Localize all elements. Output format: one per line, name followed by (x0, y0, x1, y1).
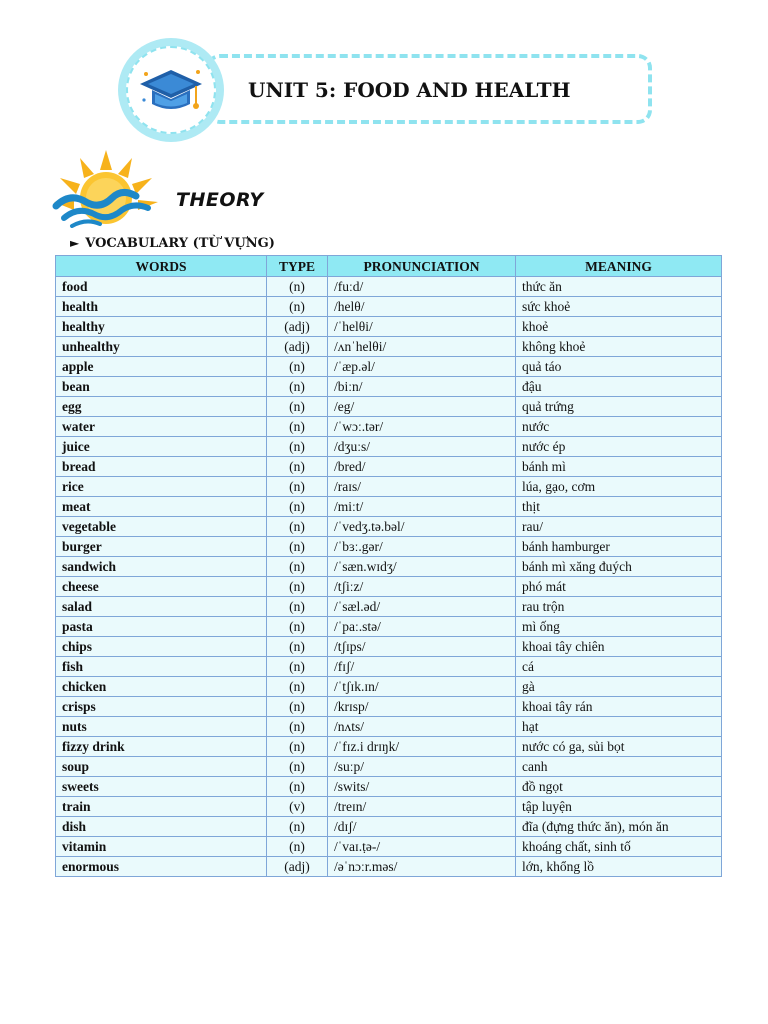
table-row (56, 817, 722, 837)
pronunciation-cell: /biːn/ (328, 377, 516, 397)
word-cell: chips (56, 637, 267, 657)
table-row (56, 557, 722, 577)
banner-circle (118, 38, 224, 142)
meaning-cell: khoáng chất, sinh tố (516, 837, 722, 857)
word-cell: bread (56, 457, 267, 477)
pronunciation-cell: /ˈæp.əl/ (328, 357, 516, 377)
header-meaning: MEANING (516, 256, 722, 277)
table-row (56, 517, 722, 537)
pronunciation-cell: /tʃɪps/ (328, 637, 516, 657)
type-cell: (n) (267, 497, 328, 517)
word-cell: unhealthy (56, 337, 267, 357)
pronunciation-cell: /ˈwɔː.tər/ (328, 417, 516, 437)
table-row (56, 797, 722, 817)
type-cell: (n) (267, 557, 328, 577)
meaning-cell: rau/ (516, 517, 722, 537)
type-cell: (n) (267, 417, 328, 437)
type-cell: (n) (267, 637, 328, 657)
type-cell: (n) (267, 397, 328, 417)
meaning-cell: bánh hamburger (516, 537, 722, 557)
type-cell: (n) (267, 777, 328, 797)
type-cell: (v) (267, 797, 328, 817)
pronunciation-cell: /miːt/ (328, 497, 516, 517)
pronunciation-cell: /tʃiːz/ (328, 577, 516, 597)
word-cell: vegetable (56, 517, 267, 537)
table-row (56, 437, 722, 457)
pronunciation-cell: /ʌnˈhelθi/ (328, 337, 516, 357)
type-cell: (n) (267, 297, 328, 317)
meaning-cell: khoai tây chiên (516, 637, 722, 657)
meaning-cell: lúa, gạo, cơm (516, 477, 722, 497)
table-row (56, 857, 722, 877)
meaning-cell: lớn, khổng lồ (516, 857, 722, 877)
pronunciation-cell: /bred/ (328, 457, 516, 477)
table-row (56, 677, 722, 697)
type-cell: (n) (267, 717, 328, 737)
pronunciation-cell: /raɪs/ (328, 477, 516, 497)
word-cell: water (56, 417, 267, 437)
word-cell: health (56, 297, 267, 317)
word-cell: sweets (56, 777, 267, 797)
table-row (56, 757, 722, 777)
meaning-cell: gà (516, 677, 722, 697)
type-cell: (n) (267, 517, 328, 537)
meaning-cell: đĩa (đựng thức ăn), món ăn (516, 817, 722, 837)
pronunciation-cell: /dɪʃ/ (328, 817, 516, 837)
table-row (56, 717, 722, 737)
meaning-cell: quả trứng (516, 397, 722, 417)
type-cell: (n) (267, 437, 328, 457)
pronunciation-cell: /ˈsæn.wɪdʒ/ (328, 557, 516, 577)
word-cell: egg (56, 397, 267, 417)
type-cell: (n) (267, 677, 328, 697)
pronunciation-cell: /ˈpaː.stə/ (328, 617, 516, 637)
vocabulary-heading (70, 236, 275, 251)
meaning-cell: cá (516, 657, 722, 677)
table-row (56, 337, 722, 357)
type-cell: (n) (267, 477, 328, 497)
type-cell: (n) (267, 277, 328, 297)
vocabulary-table (55, 255, 722, 877)
meaning-cell: nước (516, 417, 722, 437)
pronunciation-cell: /əˈnɔːr.məs/ (328, 857, 516, 877)
word-cell: fizzy drink (56, 737, 267, 757)
meaning-cell: thức ăn (516, 277, 722, 297)
word-cell: fish (56, 657, 267, 677)
type-cell: (n) (267, 757, 328, 777)
meaning-cell: không khoẻ (516, 337, 722, 357)
pronunciation-cell: /dʒuːs/ (328, 437, 516, 457)
word-cell: juice (56, 437, 267, 457)
table-row (56, 277, 722, 297)
type-cell: (n) (267, 537, 328, 557)
meaning-cell: nước ép (516, 437, 722, 457)
word-cell: dish (56, 817, 267, 837)
sun-waves-icon (50, 148, 162, 228)
table-row (56, 377, 722, 397)
meaning-cell: rau trộn (516, 597, 722, 617)
word-cell: healthy (56, 317, 267, 337)
type-cell: (n) (267, 457, 328, 477)
table-row (56, 417, 722, 437)
word-cell: nuts (56, 717, 267, 737)
table-row (56, 657, 722, 677)
header-words: WORDS (56, 256, 267, 277)
banner-circle-inner (126, 46, 216, 134)
graduation-cap-icon (128, 48, 214, 132)
table-header-row (56, 256, 722, 277)
meaning-cell: sức khoẻ (516, 297, 722, 317)
table-row (56, 597, 722, 617)
vocabulary-heading-text: VOCABULARY (TỪ VỰNG) (85, 236, 275, 251)
pronunciation-cell: /ˈhelθi/ (328, 317, 516, 337)
type-cell: (n) (267, 737, 328, 757)
word-cell: salad (56, 597, 267, 617)
table-row (56, 777, 722, 797)
word-cell: pasta (56, 617, 267, 637)
word-cell: meat (56, 497, 267, 517)
pronunciation-cell: /ˈvaɪ.ṭə-/ (328, 837, 516, 857)
pronunciation-cell: /ˈtʃɪk.ɪn/ (328, 677, 516, 697)
table-row (56, 637, 722, 657)
table-row (56, 537, 722, 557)
type-cell: (n) (267, 697, 328, 717)
table-row (56, 577, 722, 597)
word-cell: vitamin (56, 837, 267, 857)
table-row (56, 457, 722, 477)
pronunciation-cell: /swits/ (328, 777, 516, 797)
pronunciation-cell: /fuːd/ (328, 277, 516, 297)
meaning-cell: phó mát (516, 577, 722, 597)
pronunciation-cell: /ˈfɪz.i drɪŋk/ (328, 737, 516, 757)
pronunciation-cell: /fɪʃ/ (328, 657, 516, 677)
type-cell: (n) (267, 577, 328, 597)
table-row (56, 357, 722, 377)
meaning-cell: canh (516, 757, 722, 777)
table-body (56, 277, 722, 877)
table-row (56, 297, 722, 317)
unit-title: UNIT 5: FOOD AND HEALTH (248, 78, 571, 102)
type-cell: (n) (267, 377, 328, 397)
pronunciation-cell: /ˈsæl.əd/ (328, 597, 516, 617)
header-type: TYPE (267, 256, 328, 277)
pronunciation-cell: /nʌts/ (328, 717, 516, 737)
triangle-right-icon: ► (70, 236, 80, 250)
meaning-cell: bánh mì xăng đuých (516, 557, 722, 577)
table-row (56, 837, 722, 857)
type-cell: (n) (267, 657, 328, 677)
table-row (56, 617, 722, 637)
header-pronunciation: PRONUNCIATION (328, 256, 516, 277)
word-cell: crisps (56, 697, 267, 717)
meaning-cell: khoẻ (516, 317, 722, 337)
pronunciation-cell: /treɪn/ (328, 797, 516, 817)
type-cell: (n) (267, 597, 328, 617)
word-cell: enormous (56, 857, 267, 877)
word-cell: bean (56, 377, 267, 397)
pronunciation-cell: /suːp/ (328, 757, 516, 777)
word-cell: rice (56, 477, 267, 497)
meaning-cell: khoai tây rán (516, 697, 722, 717)
type-cell: (n) (267, 617, 328, 637)
table-row (56, 697, 722, 717)
type-cell: (n) (267, 357, 328, 377)
section-title: THEORY (176, 189, 264, 211)
meaning-cell: thịt (516, 497, 722, 517)
meaning-cell: bánh mì (516, 457, 722, 477)
pronunciation-cell: /ˈvedʒ.tə.bəl/ (328, 517, 516, 537)
meaning-cell: hạt (516, 717, 722, 737)
table-row (56, 317, 722, 337)
word-cell: sandwich (56, 557, 267, 577)
meaning-cell: mì ống (516, 617, 722, 637)
meaning-cell: đồ ngọt (516, 777, 722, 797)
table-row (56, 397, 722, 417)
word-cell: cheese (56, 577, 267, 597)
word-cell: soup (56, 757, 267, 777)
type-cell: (n) (267, 837, 328, 857)
word-cell: train (56, 797, 267, 817)
word-cell: chicken (56, 677, 267, 697)
meaning-cell: đậu (516, 377, 722, 397)
type-cell: (n) (267, 817, 328, 837)
table-row (56, 737, 722, 757)
meaning-cell: tập luyện (516, 797, 722, 817)
type-cell: (adj) (267, 857, 328, 877)
pronunciation-cell: /helθ/ (328, 297, 516, 317)
type-cell: (adj) (267, 317, 328, 337)
word-cell: burger (56, 537, 267, 557)
pronunciation-cell: /krɪsp/ (328, 697, 516, 717)
meaning-cell: quả táo (516, 357, 722, 377)
pronunciation-cell: /eg/ (328, 397, 516, 417)
table-row (56, 477, 722, 497)
table-row (56, 497, 722, 517)
word-cell: apple (56, 357, 267, 377)
pronunciation-cell: /ˈbɜː.gər/ (328, 537, 516, 557)
type-cell: (adj) (267, 337, 328, 357)
word-cell: food (56, 277, 267, 297)
meaning-cell: nước có ga, sủi bọt (516, 737, 722, 757)
